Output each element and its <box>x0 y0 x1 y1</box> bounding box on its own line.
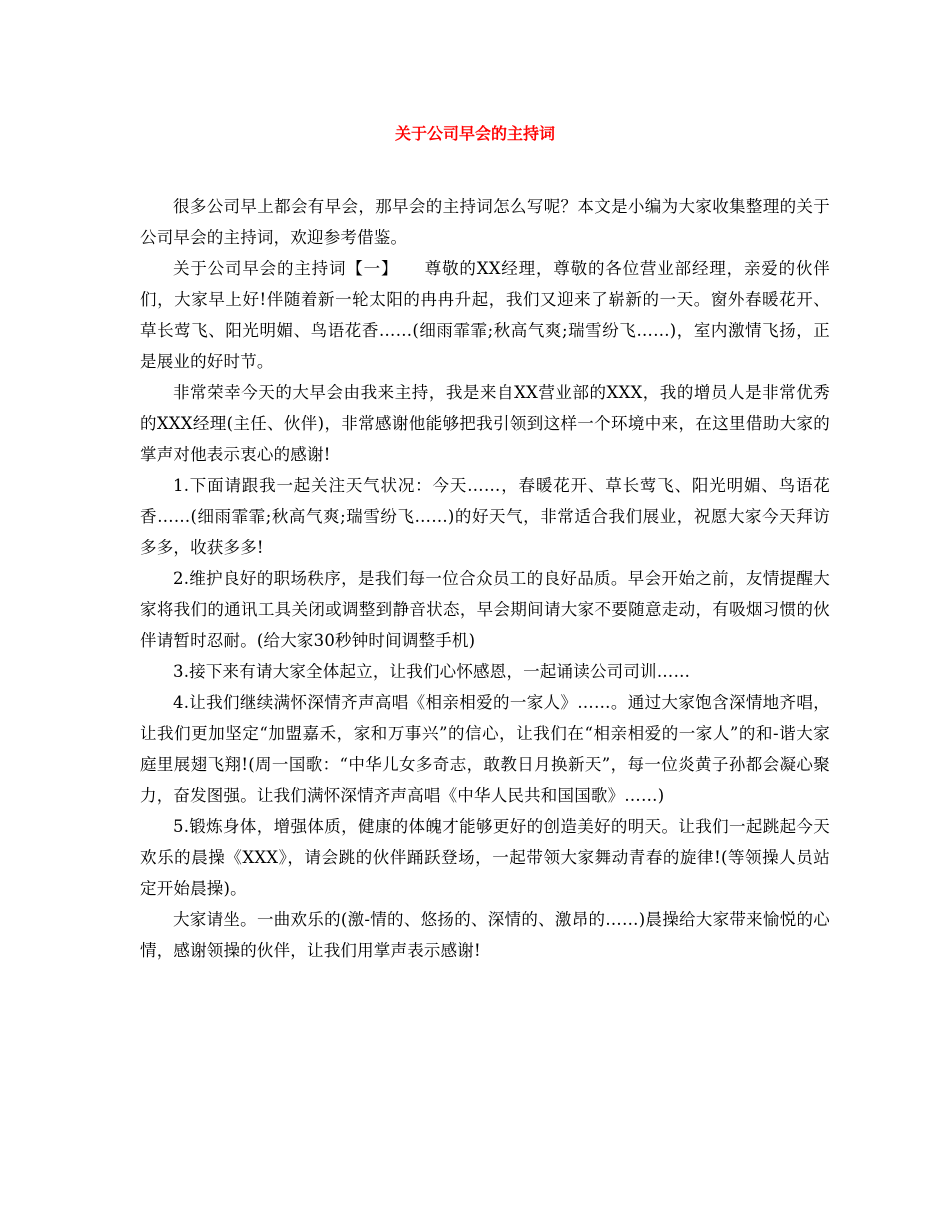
paragraph-intro: 很多公司早上都会有早会，那早会的主持词怎么写呢？本文是小编为大家收集整理的关于公司早会的主持词，欢迎参考借鉴。 <box>140 197 830 247</box>
paragraph-motto: 3.接下来有请大家全体起立，让我们心怀感恩，一起诵读公司司训…… <box>173 662 691 681</box>
paragraph-closing: 大家请坐。一曲欢乐的(激-情的、悠扬的、深情的、激昂的……)晨操给大家带来愉悦的心情，感谢领操的伙伴，让我们用掌声表示感谢! <box>140 910 830 960</box>
document-title: 关于公司早会的主持词 <box>394 124 555 143</box>
paragraph-weather: 1.下面请跟我一起关注天气状况：今天……，春暖花开、草长莺飞、阳光明媚、鸟语花香……(细雨霏霏;秋高气爽;瑞雪纷飞……)的好天气，非常适合我们展业，祝愿大家今天拜访多多，收获多多! <box>140 476 830 557</box>
paragraph-host-intro: 非常荣幸今天的大早会由我来主持，我是来自XX营业部的XXX，我的增员人是非常优秀的XXX经理(主任、伙伴)，非常感谢他能够把我引领到这样一个环境中来，在这里借助大家的掌声对他表示衷心的感谢! <box>140 383 830 464</box>
paragraph-greeting: 关于公司早会的主持词【一】 尊敬的XX经理，尊敬的各位营业部经理，亲爱的伙伴们，大家早上好!伴随着新一轮太阳的冉冉升起，我们又迎来了崭新的一天。窗外春暖花开、草长莺飞、阳光明媚、鸟语花香……(细雨霏霏;秋高气爽;瑞雪纷飞……)，室内激情飞扬，正是展业的好时节。 <box>140 259 830 371</box>
paragraph-order: 2.维护良好的职场秩序，是我们每一位合众员工的良好品质。早会开始之前，友情提醒大家将我们的通讯工具关闭或调整到静音状态，早会期间请大家不要随意走动，有吸烟习惯的伙伴请暂时忍耐。(给大家30秒钟时间调整手机) <box>140 569 830 650</box>
paragraph-exercise: 5.锻炼身体，增强体质，健康的体魄才能够更好的创造美好的明天。让我们一起跳起今天欢乐的晨操《XXX》，请会跳的伙伴踊跃登场，一起带领大家舞动青春的旋律!(等领操人员站定开始晨操)。 <box>140 817 830 898</box>
paragraph-song: 4.让我们继续满怀深情齐声高唱《相亲相爱的一家人》……。通过大家饱含深情地齐唱，让我们更加坚定“加盟嘉禾，家和万事兴”的信心，让我们在“相亲相爱的一家人”的和-谐大家庭里展翅飞翔!(周一国歌：“中华儿女多奇志，敢教日月换新天”，每一位炎黄子孙都会凝心聚力，奋发图强。让我们满怀深情齐声高唱《中华人民共和国国歌》……) <box>140 693 830 805</box>
document-body <box>140 191 830 966</box>
